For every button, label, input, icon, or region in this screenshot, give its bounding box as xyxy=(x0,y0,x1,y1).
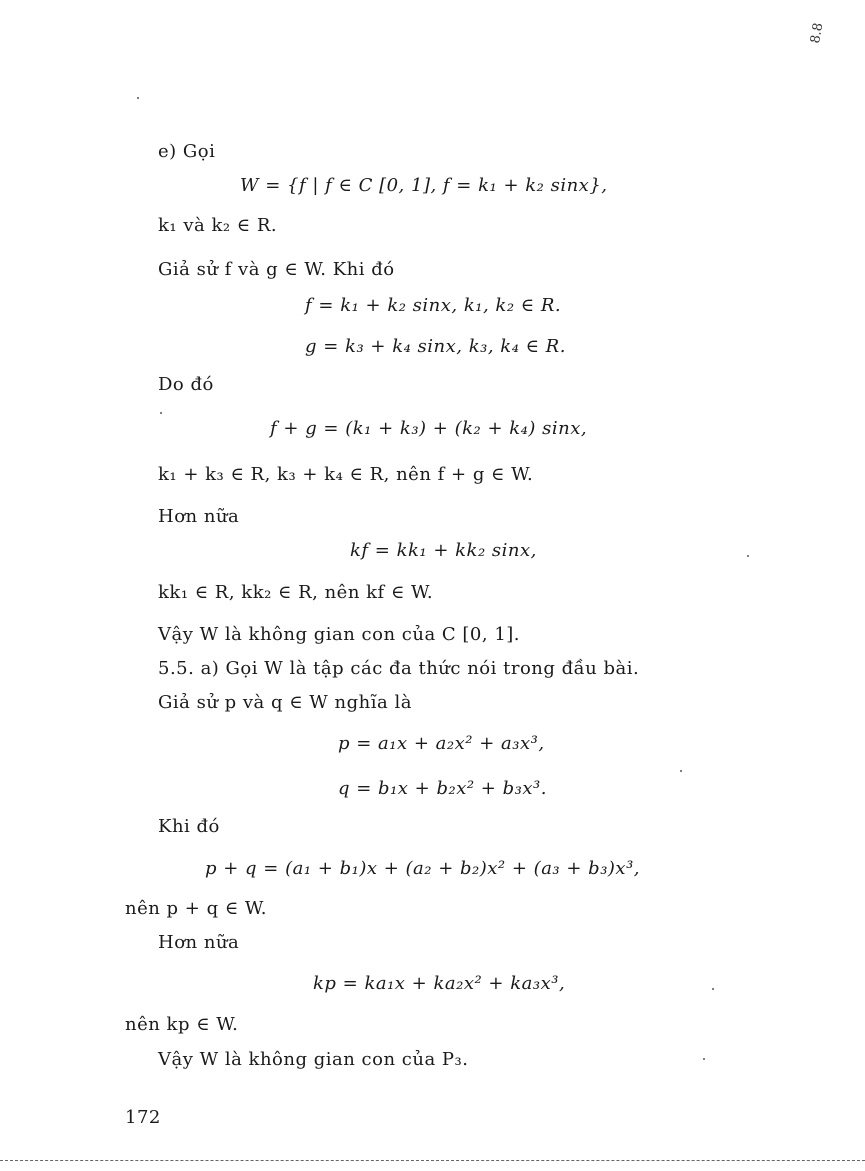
text-line: Vậy W là không gian con của C [0, 1]. xyxy=(158,624,521,645)
text-line: kk₁ ∈ R, kk₂ ∈ R, nên kf ∈ W. xyxy=(158,582,434,603)
corner-mark: 8.8 xyxy=(808,21,827,45)
text-line: Hơn nữa xyxy=(158,506,240,527)
scan-speck xyxy=(680,770,682,772)
math-line: p = a₁x + a₂x² + a₃x³, xyxy=(338,733,545,754)
page-number: 172 xyxy=(125,1107,161,1128)
text-line: Giả sử f và g ∈ W. Khi đó xyxy=(158,259,395,280)
math-line: kp = ka₁x + ka₂x² + ka₃x³, xyxy=(313,973,566,994)
bottom-rule xyxy=(0,1160,865,1161)
text-line: Hơn nữa xyxy=(158,932,240,953)
math-line: f = k₁ + k₂ sinx, k₁, k₂ ∈ R. xyxy=(305,295,562,316)
text-line: nên p + q ∈ W. xyxy=(125,898,267,919)
text-line: Khi đó xyxy=(158,816,220,837)
text-line: nên kp ∈ W. xyxy=(125,1014,239,1035)
math-line: p + q = (a₁ + b₁)x + (a₂ + b₂)x² + (a₃ + b₃)x³, xyxy=(205,858,641,879)
scan-speck xyxy=(137,97,139,99)
text-line: Giả sử p và q ∈ W nghĩa là xyxy=(158,692,412,713)
text-line: k₁ + k₃ ∈ R, k₃ + k₄ ∈ R, nên f + g ∈ W. xyxy=(158,464,534,485)
text-line: Do đó xyxy=(158,374,214,395)
math-line: W = {f | f ∈ C [0, 1], f = k₁ + k₂ sinx}, xyxy=(240,175,608,196)
math-line: q = b₁x + b₂x² + b₃x³. xyxy=(338,778,547,799)
section-line: 5.5. a) Gọi W là tập các đa thức nói trong đầu bài. xyxy=(158,658,640,679)
text-line: k₁ và k₂ ∈ R. xyxy=(158,215,278,236)
scan-speck xyxy=(703,1058,705,1060)
scan-speck xyxy=(747,555,749,557)
math-line: kf = kk₁ + kk₂ sinx, xyxy=(350,540,537,561)
math-line: g = k₃ + k₄ sinx, k₃, k₄ ∈ R. xyxy=(305,336,566,357)
scan-speck xyxy=(712,988,714,990)
text-line: e) Gọi xyxy=(158,141,216,162)
text-line: Vậy W là không gian con của P₃. xyxy=(158,1049,469,1070)
math-line: f + g = (k₁ + k₃) + (k₂ + k₄) sinx, xyxy=(270,418,588,439)
scan-speck xyxy=(160,412,162,414)
